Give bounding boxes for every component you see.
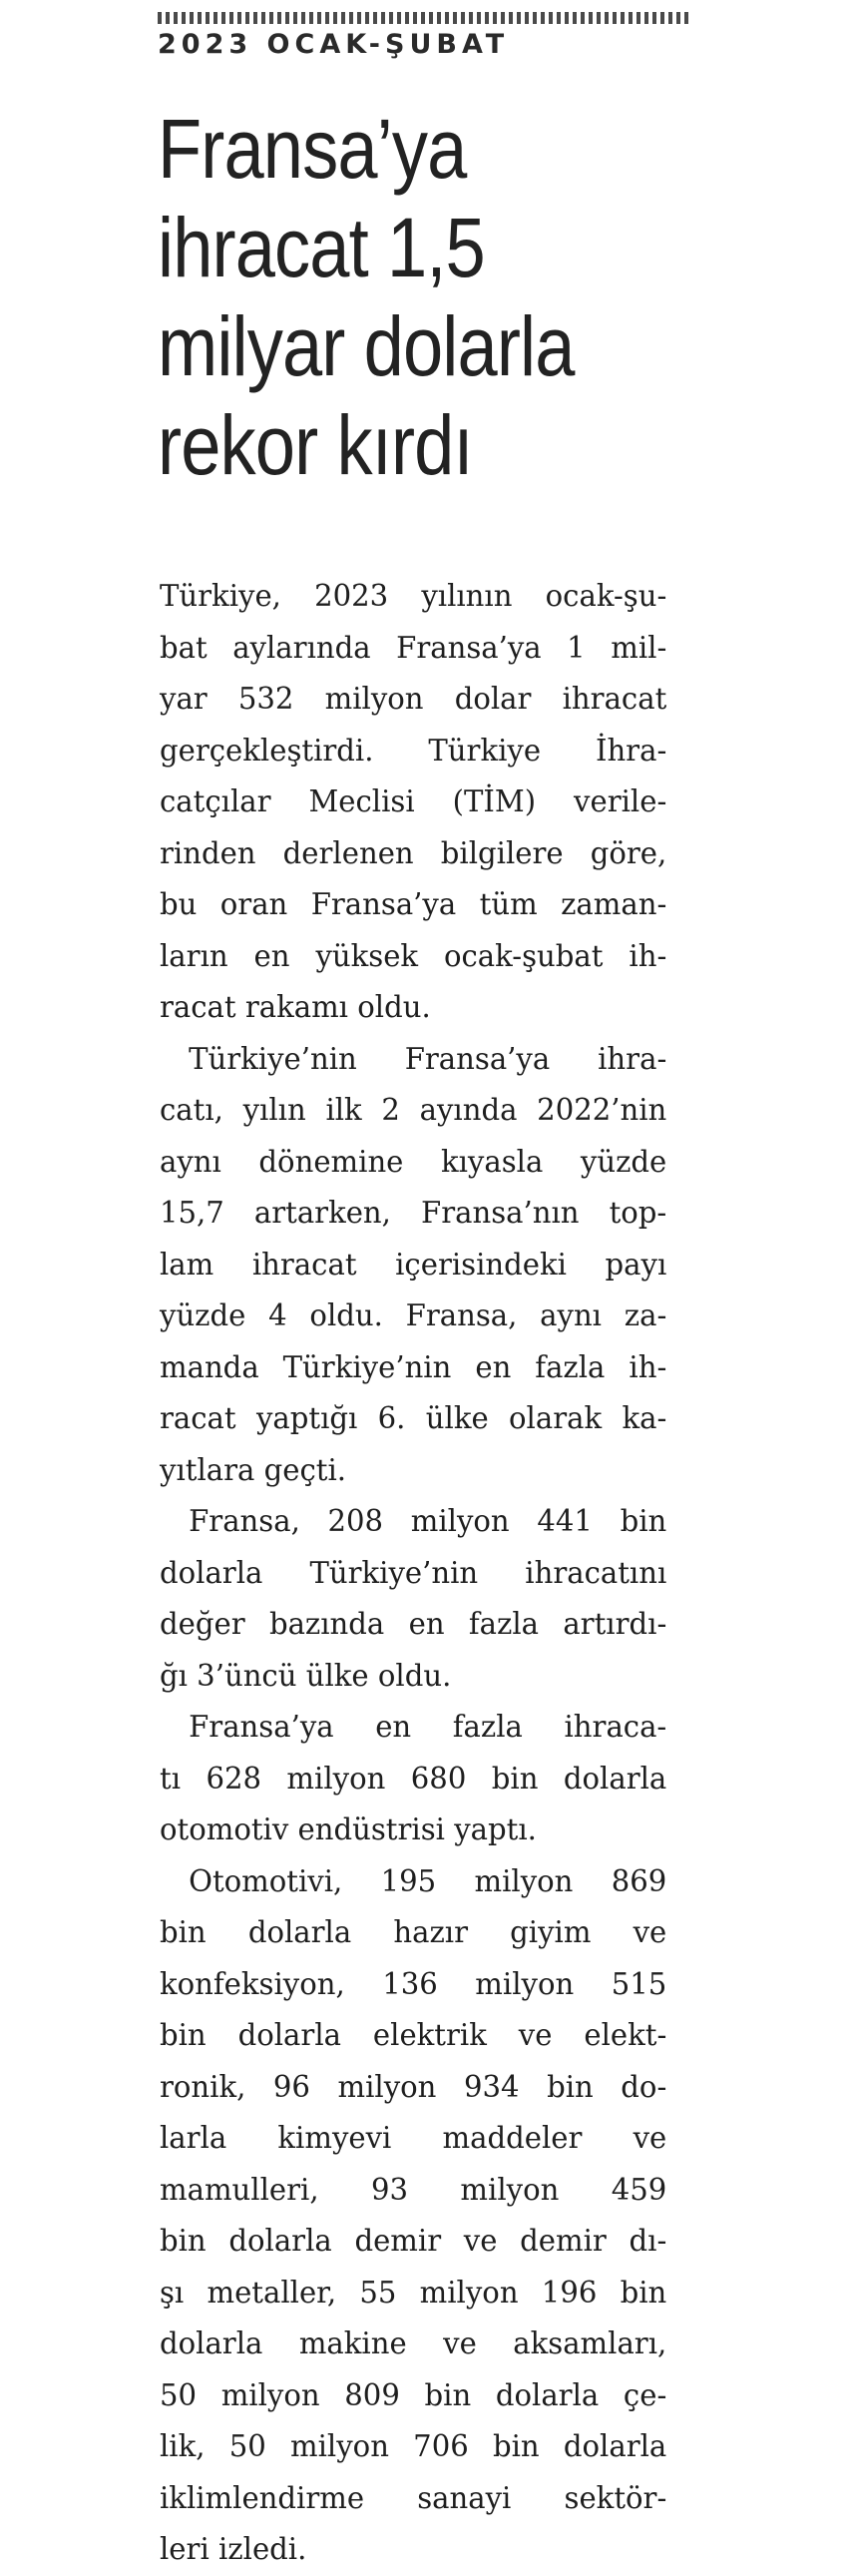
- body-line: gerçekleştirdi. Türkiye İhra-: [160, 733, 667, 769]
- body-line: değer bazında en fazla artırdı-: [160, 1607, 667, 1642]
- body-line: yar 532 milyon dolar ihracat: [160, 682, 667, 717]
- body-line: ğı 3’üncü ülke oldu.: [160, 1658, 452, 1694]
- headline-line: milyar dolarla: [158, 299, 575, 393]
- body-line: lik, 50 milyon 706 bin dolarla: [160, 2429, 667, 2464]
- body-line: dolarla makine ve aksamları,: [160, 2326, 667, 2361]
- body-line: racat rakamı oldu.: [160, 990, 431, 1025]
- paragraph-3: [160, 1496, 666, 1702]
- article-body: [160, 571, 666, 2576]
- body-line: otomotiv endüstrisi yaptı.: [160, 1812, 537, 1847]
- body-line: catı, yılın ilk 2 ayında 2022’nin: [160, 1093, 667, 1128]
- body-line: bu oran Fransa’ya tüm zaman-: [160, 887, 667, 922]
- body-line: bin dolarla elektrik ve elekt-: [160, 2018, 667, 2053]
- headline-line: ihracat 1,5: [158, 201, 485, 294]
- body-line: yüzde 4 oldu. Fransa, aynı za-: [160, 1298, 667, 1333]
- body-line: mamulleri, 93 milyon 459: [160, 2172, 667, 2208]
- headline-line: Fransa’ya: [158, 102, 467, 196]
- body-line: catçılar Meclisi (TİM) verile-: [160, 784, 667, 819]
- body-line: Fransa, 208 milyon 441 bin: [189, 1504, 667, 1539]
- paragraph-1: [160, 571, 666, 1034]
- paragraph-2: [160, 1034, 666, 1497]
- body-line: leri izledi.: [160, 2532, 307, 2567]
- paragraph-5: [160, 1856, 666, 2576]
- body-line: Otomotivi, 195 milyon 869: [189, 1863, 667, 1899]
- decorative-stripe-bar: [158, 12, 692, 24]
- headline-line: rekor kırdı: [158, 398, 473, 492]
- body-line: yıtlara geçti.: [160, 1452, 347, 1488]
- body-line: Türkiye, 2023 yılının ocak-şu-: [160, 579, 667, 614]
- body-line: lam ihracat içerisindeki payı: [160, 1247, 667, 1283]
- body-line: bat aylarında Fransa’ya 1 mil-: [160, 630, 667, 666]
- paragraph-4: [160, 1702, 666, 1856]
- body-line: 15,7 artarken, Fransa’nın top-: [160, 1196, 667, 1231]
- body-line: manda Türkiye’nin en fazla ih-: [160, 1349, 667, 1385]
- body-line: Türkiye’nin Fransa’ya ihra-: [189, 1041, 667, 1077]
- body-line: bin dolarla demir ve demir dı-: [160, 2224, 667, 2259]
- body-line: racat yaptığı 6. ülke olarak ka-: [160, 1401, 667, 1436]
- body-line: aynı dönemine kıyasla yüzde: [160, 1144, 667, 1180]
- body-line: 50 milyon 809 bin dolarla çe-: [160, 2377, 667, 2413]
- body-line: konfeksiyon, 136 milyon 515: [160, 1966, 667, 2002]
- body-line: dolarla Türkiye’nin ihracatını: [160, 1555, 667, 1591]
- body-line: bin dolarla hazır giyim ve: [160, 1915, 667, 1950]
- body-line: ların en yüksek ocak-şubat ih-: [160, 938, 667, 974]
- body-line: Fransa’ya en fazla ihraca-: [189, 1710, 667, 1745]
- body-line: rinden derlenen bilgilere göre,: [160, 835, 667, 871]
- body-line: şı metaller, 55 milyon 196 bin: [160, 2275, 667, 2311]
- body-line: ronik, 96 milyon 934 bin do-: [160, 2069, 667, 2105]
- headline: [158, 100, 672, 495]
- body-line: tı 628 milyon 680 bin dolarla: [160, 1761, 667, 1797]
- body-line: iklimlendirme sanayi sektör-: [160, 2480, 667, 2516]
- body-line: larla kimyevi maddeler ve: [160, 2121, 667, 2156]
- section-label: 2023 OCAK-ŞUBAT: [158, 29, 510, 60]
